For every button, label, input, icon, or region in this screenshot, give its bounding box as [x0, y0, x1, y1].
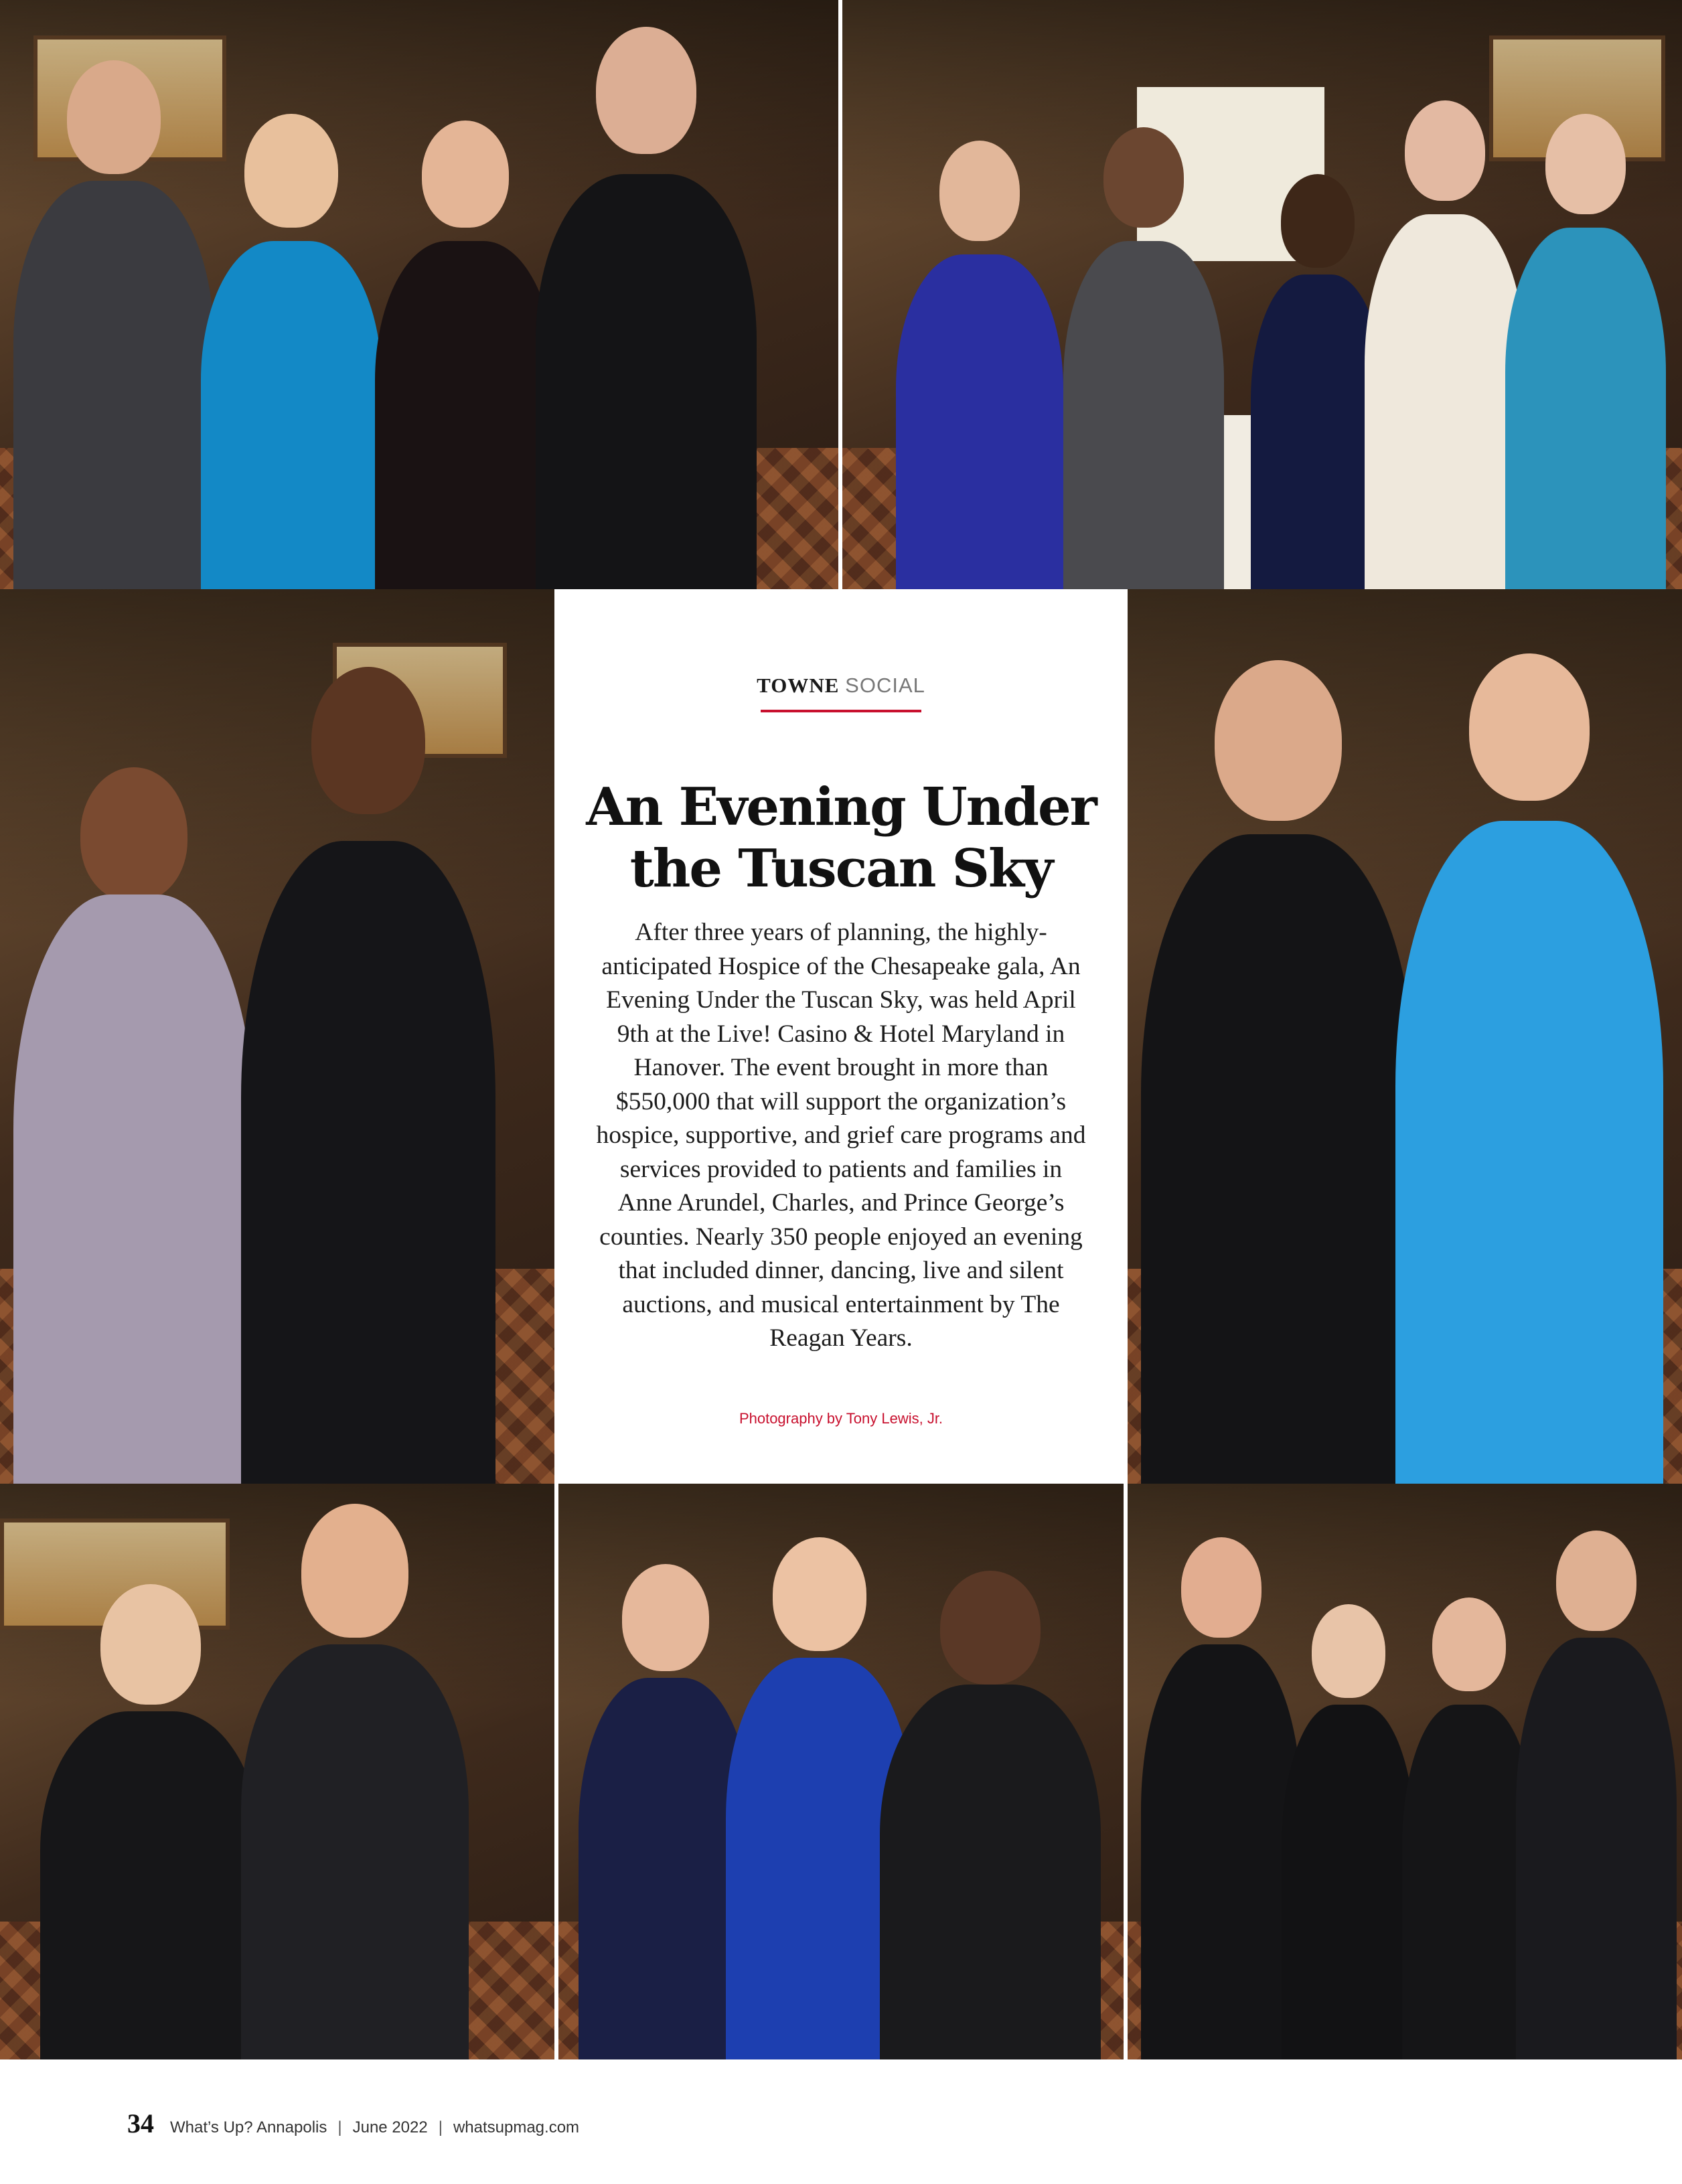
article-panel: [554, 589, 1128, 1484]
guest-figure: [201, 100, 382, 589]
page-footer: [127, 2108, 579, 2141]
guest-figure: [880, 1571, 1101, 2059]
website-link[interactable]: whatsupmag.com: [453, 2118, 580, 2136]
guest-figure: [1141, 1537, 1302, 2059]
kicker-underline: [761, 710, 921, 712]
headline: [568, 777, 1114, 900]
guest-figure: [536, 13, 757, 589]
guest-figure: [1282, 1604, 1416, 2059]
kicker-bold: TOWNE: [757, 674, 840, 697]
photo-bottom-center: [558, 1484, 1124, 2059]
guest-figure: [375, 107, 556, 589]
headline-line-2: the Tuscan Sky: [629, 838, 1053, 899]
guest-figure: [241, 1504, 469, 2059]
photo-middle-right: [1128, 589, 1682, 1484]
guest-figure: [1063, 127, 1224, 589]
guest-figure: [1141, 640, 1416, 1484]
guest-figure: [241, 653, 495, 1484]
guest-figure: [896, 134, 1063, 589]
guest-figure: [13, 33, 214, 589]
guest-figure: [1395, 633, 1663, 1484]
photo-bottom-right: [1128, 1484, 1682, 2059]
photo-middle-left: [0, 589, 554, 1484]
kicker-light: SOCIAL: [845, 674, 925, 697]
headline-line-1: An Evening Under: [586, 777, 1096, 838]
guest-figure: [13, 714, 254, 1484]
footer-separator: |: [337, 2118, 342, 2136]
photo-top-right: [842, 0, 1682, 589]
photo-credit: Photography by Tony Lewis, Jr.: [739, 1410, 943, 1427]
issue-date: June 2022: [352, 2118, 428, 2136]
guest-figure: [40, 1577, 261, 2059]
guest-figure: [1516, 1531, 1677, 2059]
section-kicker: [554, 674, 1128, 698]
page-number: 34: [127, 2108, 154, 2138]
publication-name: What’s Up? Annapolis: [170, 2118, 327, 2136]
guest-figure: [1365, 100, 1525, 589]
article-body: After three years of planning, the highly-anticipated Hospice of the Chesapeake gala, An Evening Under the Tuscan Sky, was held April 9th at the Live! Casino & Hotel Maryland in Hanover. The event brought in more than $550,000 that will support the organization’s hospice, supportive, and grief care programs and services provided to patients and families in Anne Arundel, Charles, and Prince George’s counties. Nearly 350 people enjoyed an evening that included dinner, dancing, live and silent auctions, and musical entertainment by The Reagan Years.: [596, 919, 1086, 1352]
photo-top-left: [0, 0, 838, 589]
guest-figure: [1505, 107, 1666, 589]
photo-bottom-left: [0, 1484, 554, 2059]
footer-separator: |: [438, 2118, 443, 2136]
